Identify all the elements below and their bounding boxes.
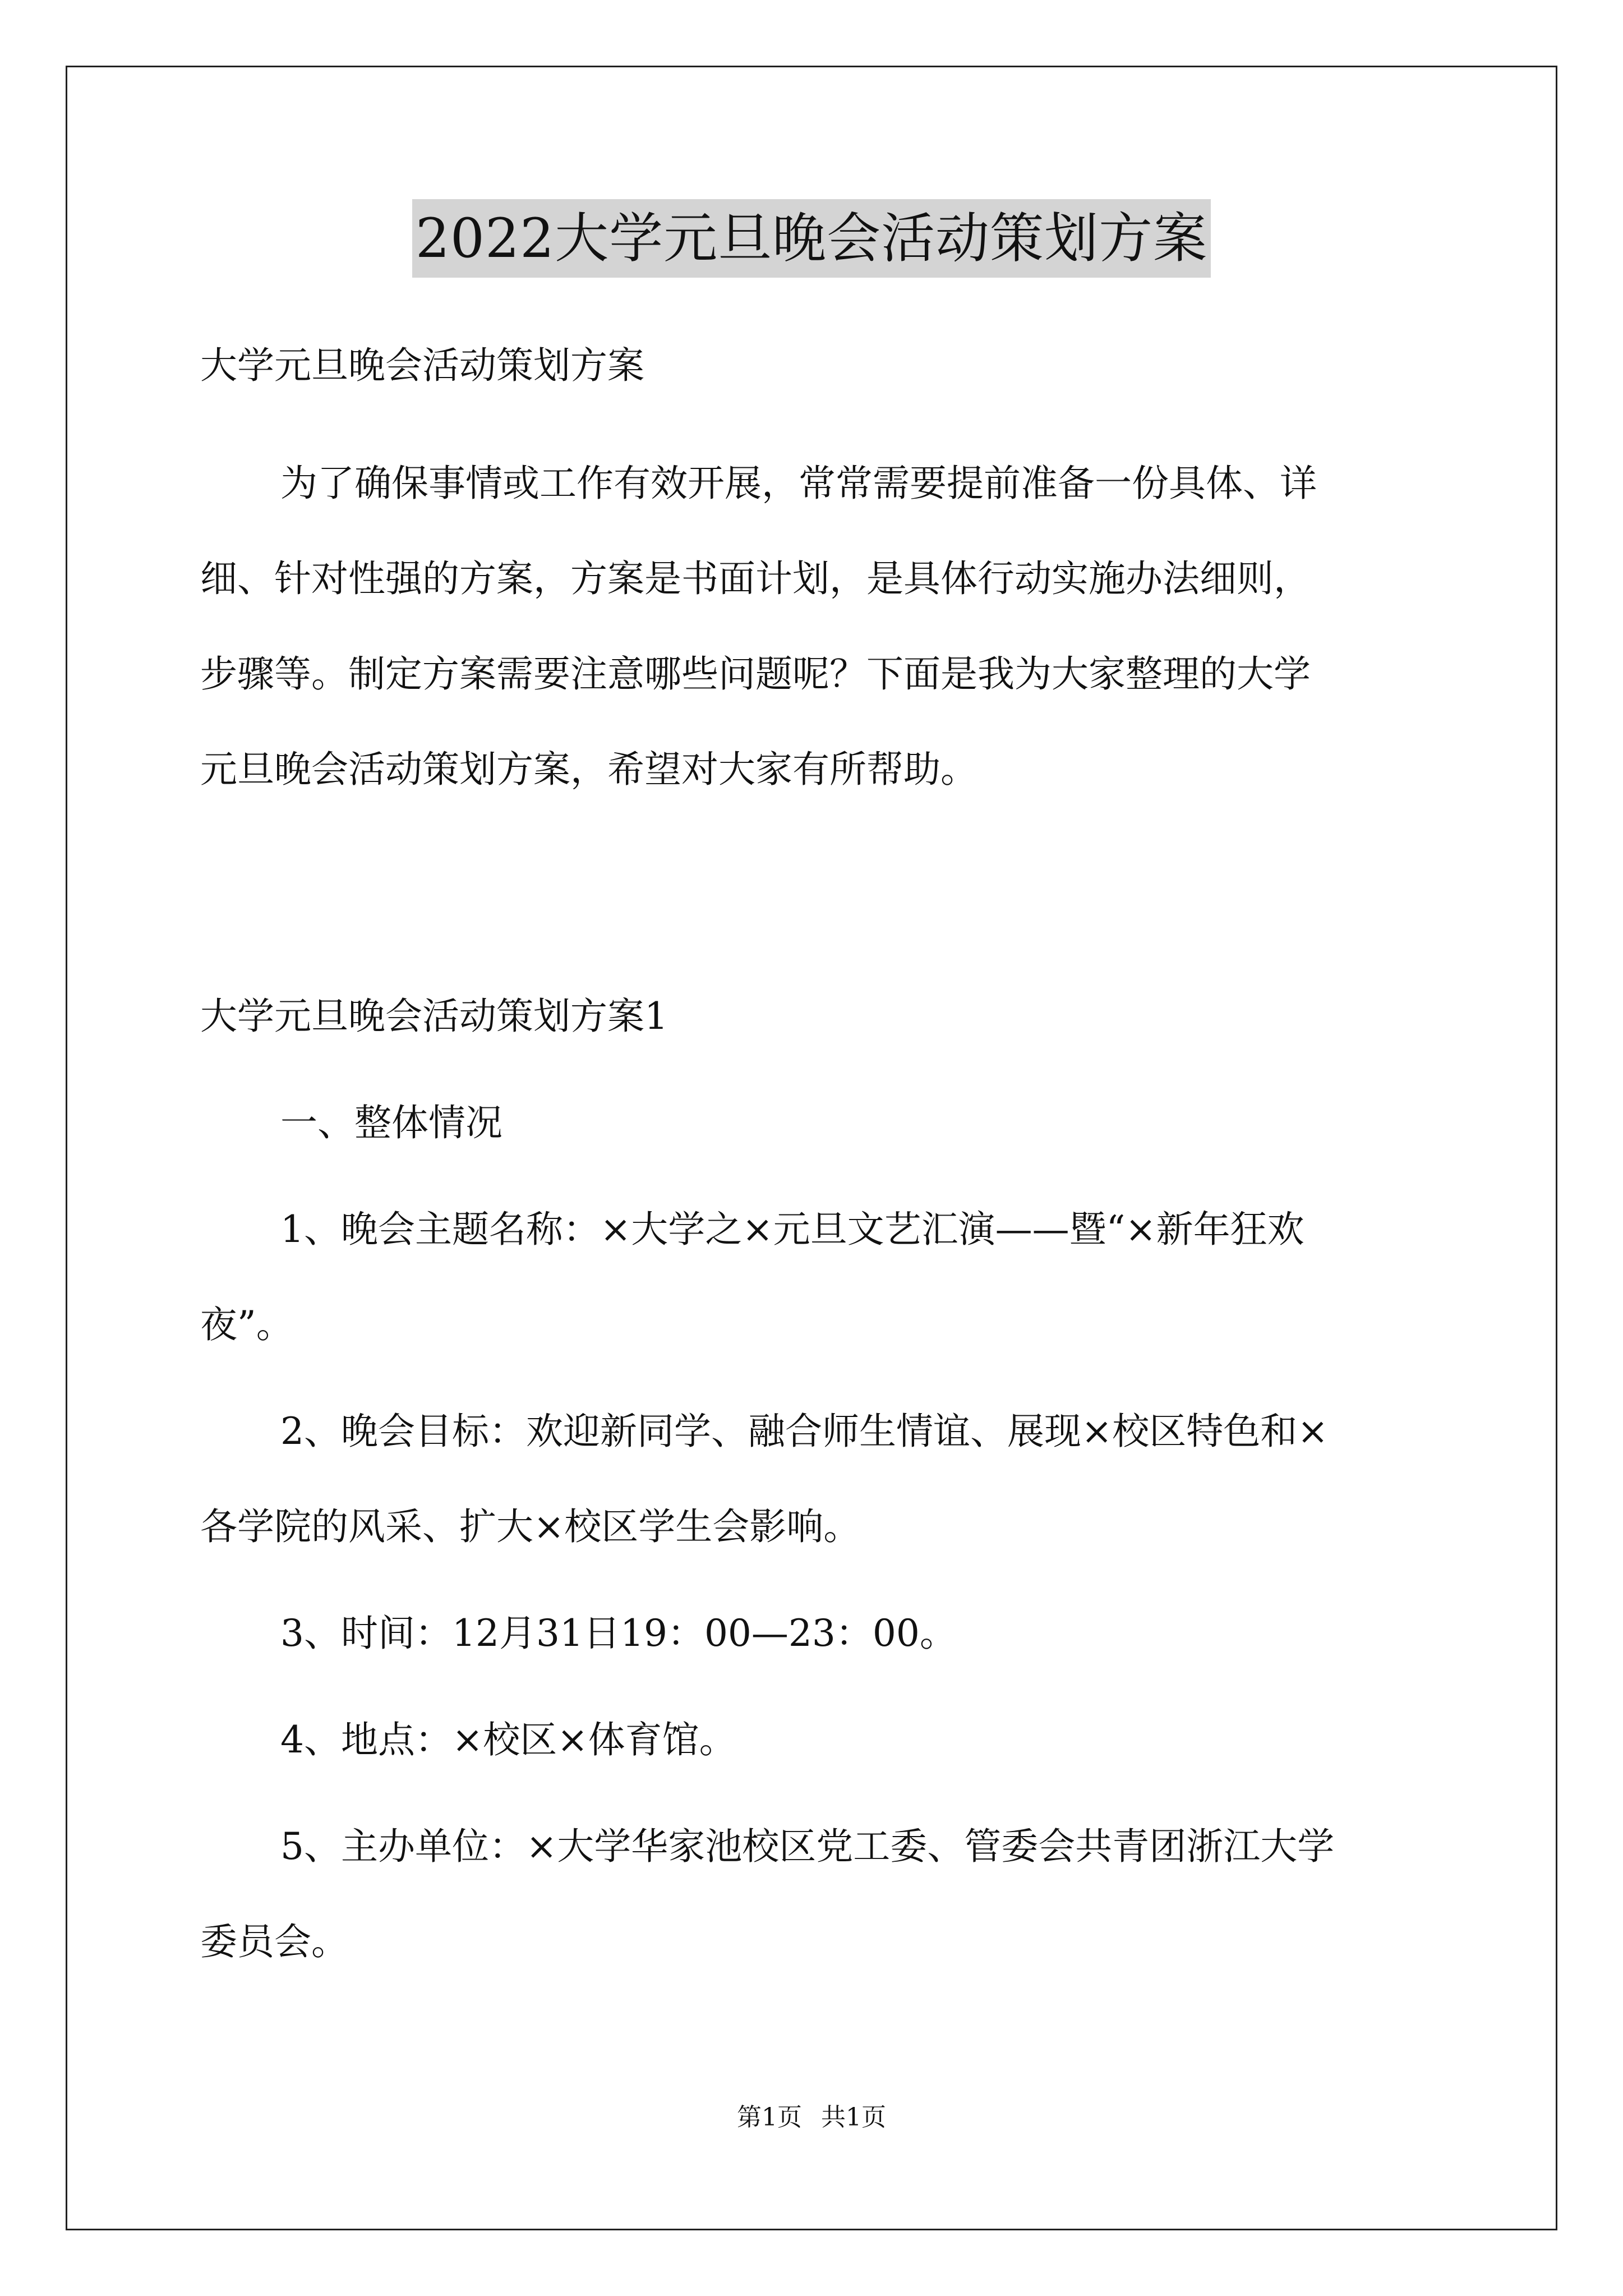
body-line: 各学院的风采、扩大×校区学生会影响。	[200, 1505, 861, 1548]
body-line: 2、晚会目标：欢迎新同学、融合师生情谊、展现×校区特色和×	[280, 1410, 1329, 1453]
body-line: 5、主办单位：×大学华家池校区党工委、管委会共青团浙江大学	[280, 1825, 1335, 1868]
body-line: 1、晚会主题名称：×大学之×元旦文艺汇演——暨“×新年狂欢	[280, 1208, 1304, 1251]
body-line: 细、针对性强的方案，方案是书面计划，是具体行动实施办法细则，	[200, 557, 1311, 600]
body-line: 4、地点：×校区×体育馆。	[280, 1718, 736, 1761]
subtitle-line: 大学元旦晚会活动策划方案	[200, 344, 644, 387]
body-line: 3、时间：12月31日19：00—23：00。	[280, 1612, 957, 1655]
section-heading: 大学元旦晚会活动策划方案1	[200, 995, 668, 1038]
title-container	[0, 199, 1623, 278]
page-number: 第1页	[737, 2103, 802, 2132]
page-footer	[0, 2101, 1623, 2134]
body-line: 为了确保事情或工作有效开展，常常需要提前准备一份具体、详	[280, 462, 1317, 505]
page-border	[66, 66, 1557, 2230]
document-title: 2022大学元旦晚会活动策划方案	[412, 199, 1211, 278]
body-line: 委员会。	[200, 1920, 348, 1963]
page-total: 共1页	[821, 2103, 886, 2132]
body-line: 步骤等。制定方案需要注意哪些问题呢？下面是我为大家整理的大学	[200, 652, 1311, 696]
body-line: 元旦晚会活动策划方案，希望对大家有所帮助。	[200, 748, 978, 791]
body-line: 夜”。	[200, 1303, 293, 1346]
subsection-heading: 一、整体情况	[280, 1101, 502, 1144]
